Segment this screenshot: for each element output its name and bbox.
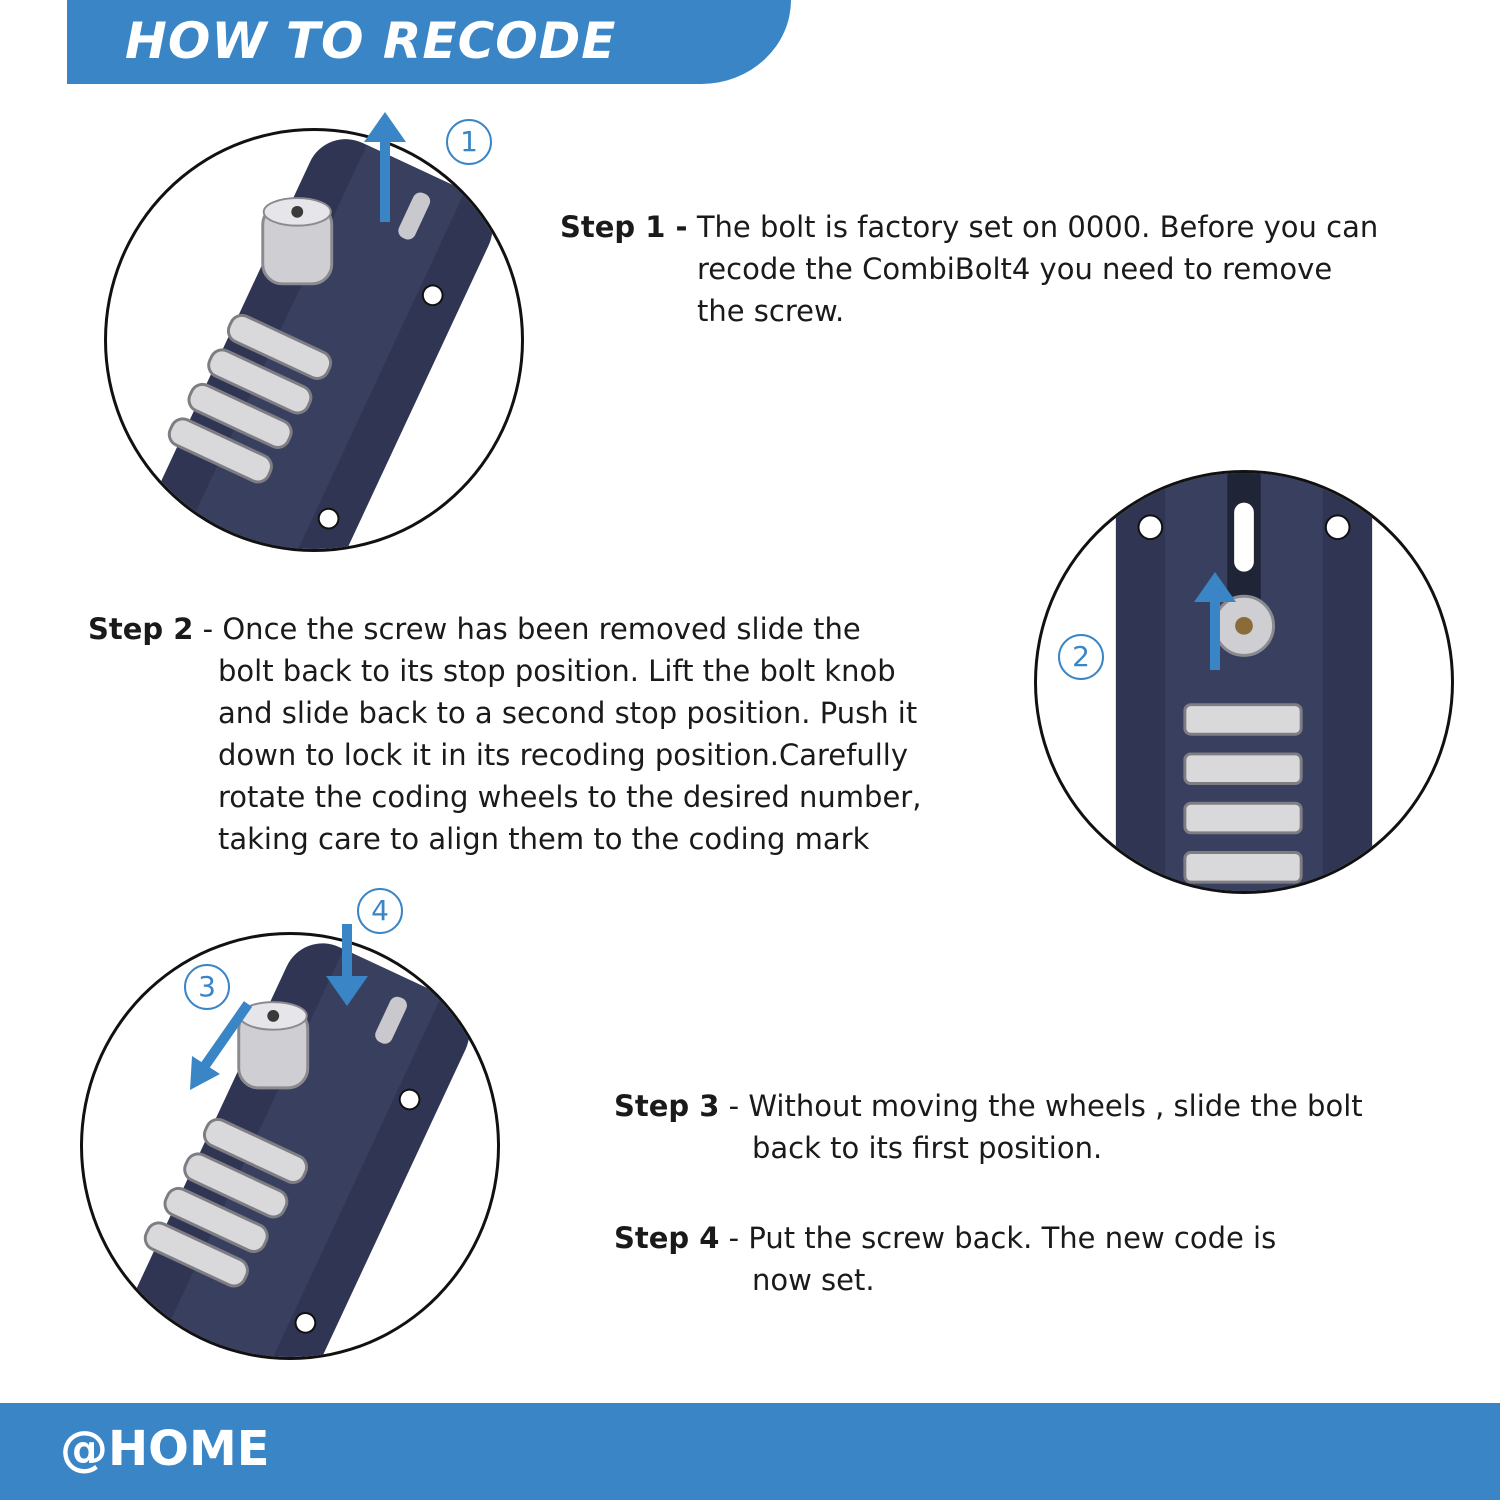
step-1-line-2: recode the CombiBolt4 you need to remove bbox=[697, 252, 1333, 286]
step-3-line-2: back to its first position. bbox=[752, 1131, 1103, 1165]
step-1-label: Step 1 - bbox=[560, 210, 688, 244]
step-3-label: Step 3 bbox=[614, 1089, 720, 1123]
step-3-4-photo bbox=[80, 932, 500, 1360]
footer-bar bbox=[0, 1403, 1500, 1500]
step-2-line-4: down to lock it in its recoding position.Carefully bbox=[218, 738, 908, 772]
page-title: HOW TO RECODE bbox=[125, 12, 617, 70]
badge-4: 4 bbox=[357, 888, 403, 934]
step-4-separator: - bbox=[719, 1221, 749, 1255]
step-3-separator: - bbox=[719, 1089, 749, 1123]
step-3-line-1: Without moving the wheels , slide the bolt bbox=[748, 1089, 1363, 1123]
step-2-label: Step 2 bbox=[88, 612, 194, 646]
bolt-photo-2 bbox=[1037, 473, 1451, 891]
step-2 bbox=[88, 608, 921, 860]
step-2-line-3: and slide back to a second stop position. Push it bbox=[218, 696, 918, 730]
step-2-line-1: Once the screw has been removed slide the bbox=[222, 612, 861, 646]
badge-2: 2 bbox=[1058, 634, 1104, 680]
step-1-line-1: The bolt is factory set on 0000. Before you can bbox=[696, 210, 1379, 244]
step-3 bbox=[614, 1085, 1363, 1169]
step-1 bbox=[560, 206, 1378, 332]
step-4-line-1: Put the screw back. The new code is bbox=[748, 1221, 1277, 1255]
step-4 bbox=[614, 1217, 1276, 1301]
step-2-line-6: taking care to align them to the coding mark bbox=[218, 822, 870, 856]
brand-logo: @HOME bbox=[60, 1421, 270, 1477]
arrow-down-icon bbox=[324, 924, 370, 1006]
step-2-photo bbox=[1034, 470, 1454, 894]
step-4-label: Step 4 bbox=[614, 1221, 720, 1255]
badge-1: 1 bbox=[446, 119, 492, 165]
arrow-up-icon bbox=[1192, 572, 1238, 670]
step-2-line-2: bolt back to its stop position. Lift the bolt knob bbox=[218, 654, 896, 688]
step-4-line-2: now set. bbox=[752, 1263, 875, 1297]
bolt-photo-1 bbox=[107, 131, 521, 549]
step-2-separator: - bbox=[193, 612, 223, 646]
step-1-photo bbox=[104, 128, 524, 552]
arrow-down-left-icon bbox=[186, 1000, 256, 1092]
step-2-line-5: rotate the coding wheels to the desired number, bbox=[218, 780, 922, 814]
bolt-photo-3 bbox=[83, 935, 497, 1357]
step-1-line-3: the screw. bbox=[697, 294, 845, 328]
badge-3: 3 bbox=[184, 964, 230, 1010]
arrow-up-icon bbox=[362, 112, 408, 222]
